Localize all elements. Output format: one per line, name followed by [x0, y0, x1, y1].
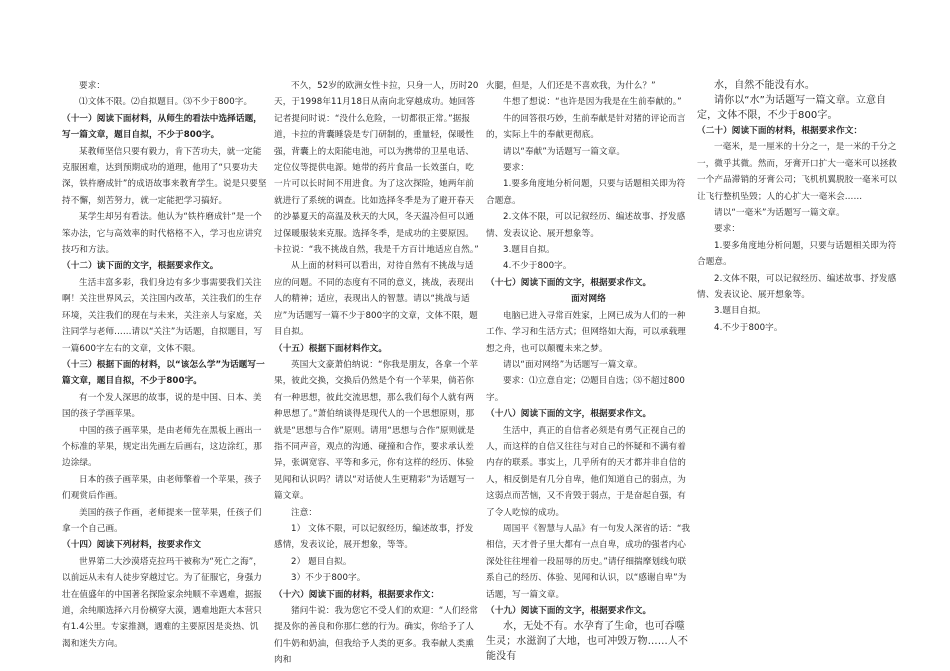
paragraph: 中国的孩子画苹果，是由老师先在黑板上画出一个标准的苹果，规定出先画左后画右，这边涂红，那边涂绿。 — [62, 425, 262, 469]
paragraph: 周国平《智慧与人品》有一句发人深省的话：“我相信，天才骨子里大都有一点自卑，成功的强者内心深处往往埋着一段屈辱的历史。”请仔细揣摩划线句联系自己的经历、体验、见闻和认识，以“感谢自卑”为话题，写一篇文章。 — [486, 523, 691, 600]
section-heading: （十七）阅读下面的文字，根据要求作文。 — [486, 277, 652, 288]
paragraph: 4.不少于800字。 — [503, 261, 572, 272]
text-column-4 — [697, 78, 902, 336]
paragraph: 美国的孩子作画，老师提来一筐苹果，任孩子们拿一个自己画。 — [62, 507, 262, 534]
paragraph: 不久，52岁的欧洲女性卡拉，只身一人，历时20天，于1998年11月18日从南向北穿越成功。她回答记者提问时说：“没什么危险，一切都很正常。”据报道，卡拉的背囊睡袋是专门研制的，重量轻，保暖性强，背囊上的太阳能电池，可以为携带的卫星电话、定位仪等提供电源。她带的药片食品一长效蛋白，吃一片可以长时间不用进食。为了这次探险，她两年前就进行了系统的调查。比如选择冬季是为了避开春天的沙暴夏天的高温及秋天的大风，冬天温冷但可以通过保暖服装来克服。选择冬季，是成功的主要原因。卡拉说：“我不挑战自然，我是千方百计地适应自然。” — [274, 81, 479, 256]
paragraph: 请你以“水”为话题写一篇文章。立意自定，文体不限，不少于800字。 — [697, 95, 887, 121]
paragraph: 某学生却另有看法。他认为“铁杵磨成针”是一个笨办法，它与高效率的时代格格不入，学习也应讲究技巧和方法。 — [62, 212, 262, 256]
paragraph: 要求：⑴立意自定；⑵题目自选；⑶不超过800字。 — [486, 376, 685, 403]
paragraph: 牛想了想说：“也许是因为我是在生前奉献的。” — [503, 97, 682, 108]
paragraph: 要求： — [79, 81, 106, 91]
paragraph: 牛的回答很巧妙，生前奉献是针对猪的评论而言的，实际上牛的奉献更彻底。 — [486, 113, 686, 141]
paragraph: 4.不少于800字。 — [714, 322, 783, 333]
paragraph: 电脑已进入寻常百姓家，上网已成为人们的一种工作、学习和生活方式；但网络如大海，可以承载理想之舟，也可以颠覆未来之梦。 — [486, 310, 686, 354]
paragraph: 一毫米，是一厘米的十分之一，是一米的千分之一，微乎其微。然而，牙膏开口扩大一毫米可以拯救一个产品滞销的牙膏公司；飞机机翼脱胶一毫米可以让飞行整机坠毁；人的心扩大一毫米会…… — [697, 142, 897, 202]
paragraph: 请以“奉献”为话题写一篇文章。 — [503, 146, 626, 157]
section-heading: （十六）阅读下面的材料，根据要求作文： — [274, 589, 440, 600]
paragraph: 生活丰富多彩，我们身边有多少事需要我们关注啊！关注世界风云，关注国内改革，关注我们的生存环境，关注我们的现在与未来，关注亲人与家庭，关注同学与老师……请以“关注”为话题，自拟题目，写一篇600字左右的文章，文体不限。 — [62, 277, 263, 354]
paragraph: 猪问牛说：我为您它不受人们的欢迎：“人们经常提及你的善良和你那仁慈的行为。确实，你给予了人们牛奶和奶油，但我给予人类的更多。我奉献人类熏肉和 — [274, 606, 479, 666]
paragraph: 1.要多角度地分析问题，只要与话题相关即为符合题意。 — [697, 240, 897, 268]
paragraph: 从上面的材料可以看出，对待自然有不挑战与适应的问题。不同的态度有不同的意义，挑战，表现出人的精神；适应，表现出人的智慧。请以“挑战与适应”为话题写一篇不少于800字的文章，文体不限，题目自拟。 — [274, 261, 478, 338]
paragraph: 生活中，真正的自信者必须是有勇气正视自己的人，而这样的自信又往往与对自己的怀疑和不满有着内存的联系。事实上，几乎所有的天才都并非自信的人，相反倒是有几分自卑，他们知道自己的弱点，为这弱点而苦恼，又不肯毁于弱点，于是奋起自强，有了令人吃惊的成功。 — [486, 425, 686, 518]
paragraph: 注意： — [291, 507, 318, 518]
paragraph: 1.要多角度地分析问题，只要与话题相关即为符合题意。 — [486, 179, 686, 206]
paragraph: 2） 题目自拟。 — [291, 556, 352, 567]
paragraph: 英国大文豪萧伯纳说：“你我是朋友，各拿一个苹果，彼此交换，交换后仍然是个有一个苹果，倘若你有一种思想，彼此交流思想，那么我们每个人就有两种思想了。”萧伯纳谈得是现代人的一个思想原则，那就是“思想与合作”原则。请用“思想与合作”原则就是指不同声音，观点的沟通、碰撞和合作，要求承认差异，张调宽容、平等和多元，你有这样的经历、体验见闻和认识吗？请以“对话使人生更精彩”为话题写一篇文章。 — [274, 359, 479, 502]
paragraph: 3.题目自拟。 — [714, 306, 766, 317]
section-heading: （十五）根据下面材料作文。 — [274, 343, 388, 354]
paragraph: 火腿，但是，人们还是不喜欢我，为什么？” — [486, 81, 656, 91]
paragraph: 请以“面对网络”为话题写一篇文章。 — [503, 359, 643, 370]
section-heading: （十四）阅读下列材料，按要求作文 — [62, 540, 202, 551]
paragraph: 水，自然不能没有水。 — [714, 80, 815, 91]
section-title: 面对网络 — [571, 294, 606, 305]
paragraph: ⑴文体不限。⑵自拟题目。⑶不少于800字。 — [79, 97, 253, 108]
paragraph: 3.题目自拟。 — [503, 245, 555, 256]
paragraph: 要求： — [714, 224, 741, 235]
paragraph: 3）不少于800字。 — [291, 573, 366, 584]
section-heading: （十八）阅读下面的文字，根据要求作文。 — [486, 409, 652, 420]
paragraph: 2.文体不限，可以记叙经历、编述故事、抒发感情、发表议论、展开想象等。 — [486, 212, 686, 239]
section-heading: （十一）阅读下面材料，从师生的看法中选择话题，写一篇文章，题目自拟，不少于800字。 — [62, 113, 262, 141]
paragraph: 有一个发人深思的故事，说的是中国、日本、美国的孩子学画苹果。 — [62, 392, 262, 420]
paragraph: 世界第二大沙漠塔克拉玛干被称为“死亡之海”，以前远从未有人徒步穿越过它。为了征服它，身强力壮在值盛年的中国著名探险家余纯顺不幸遇难，据报道，余纯顺选择六月份横穿大漠，遇难地距大本营只有1.4公里。专家推测，遇难的主要原因是炎热、饥渴和迷失方向。 — [62, 556, 262, 649]
paragraph: 某教师坚信只要有毅力，肯下苦功夫，就一定能克服困难，达到预期成功的道理，他用了“只要功夫深，铁杵磨成针”的成语故事来教育学生。说是只要坚持不懈，刻苦努力，就一定能把学习搞好。 — [62, 146, 267, 206]
paragraph: 请以“一毫米”为话题写一篇文章。 — [714, 208, 845, 219]
text-column-2 — [274, 78, 479, 669]
section-heading: （十九）阅读下面的文字，根据要求作文。 — [486, 606, 652, 616]
paragraph: 2.文体不限，可以记叙经历、编述故事、抒发感情、发表议论、展开想象等。 — [697, 273, 897, 301]
text-column-1 — [62, 78, 267, 652]
paragraph: 要求： — [503, 163, 530, 174]
text-column-3 — [486, 78, 691, 664]
section-heading: （二十）阅读下面的材料，根据要求作文： — [697, 126, 863, 136]
paragraph: 水，无处不有。水孕育了生命，也可吞噬生灵；水滋润了大地，也可冲毁万物……人不能没有 — [486, 621, 688, 663]
paragraph: 日本的孩子画苹果，由老师擎着一个苹果，孩子们观赏后作画。 — [62, 474, 262, 502]
paragraph: 1） 文体不限，可以记叙经历，编述故事，抒发感情，发表议论，展开想象，等等。 — [274, 523, 474, 551]
section-heading: （十二）读下面的文字，根据要求作文。 — [62, 261, 219, 272]
section-heading: （十三）根据下面的材料，以“该怎么学”为话题写一篇文章，题目自拟，不少于800字。 — [62, 359, 265, 387]
